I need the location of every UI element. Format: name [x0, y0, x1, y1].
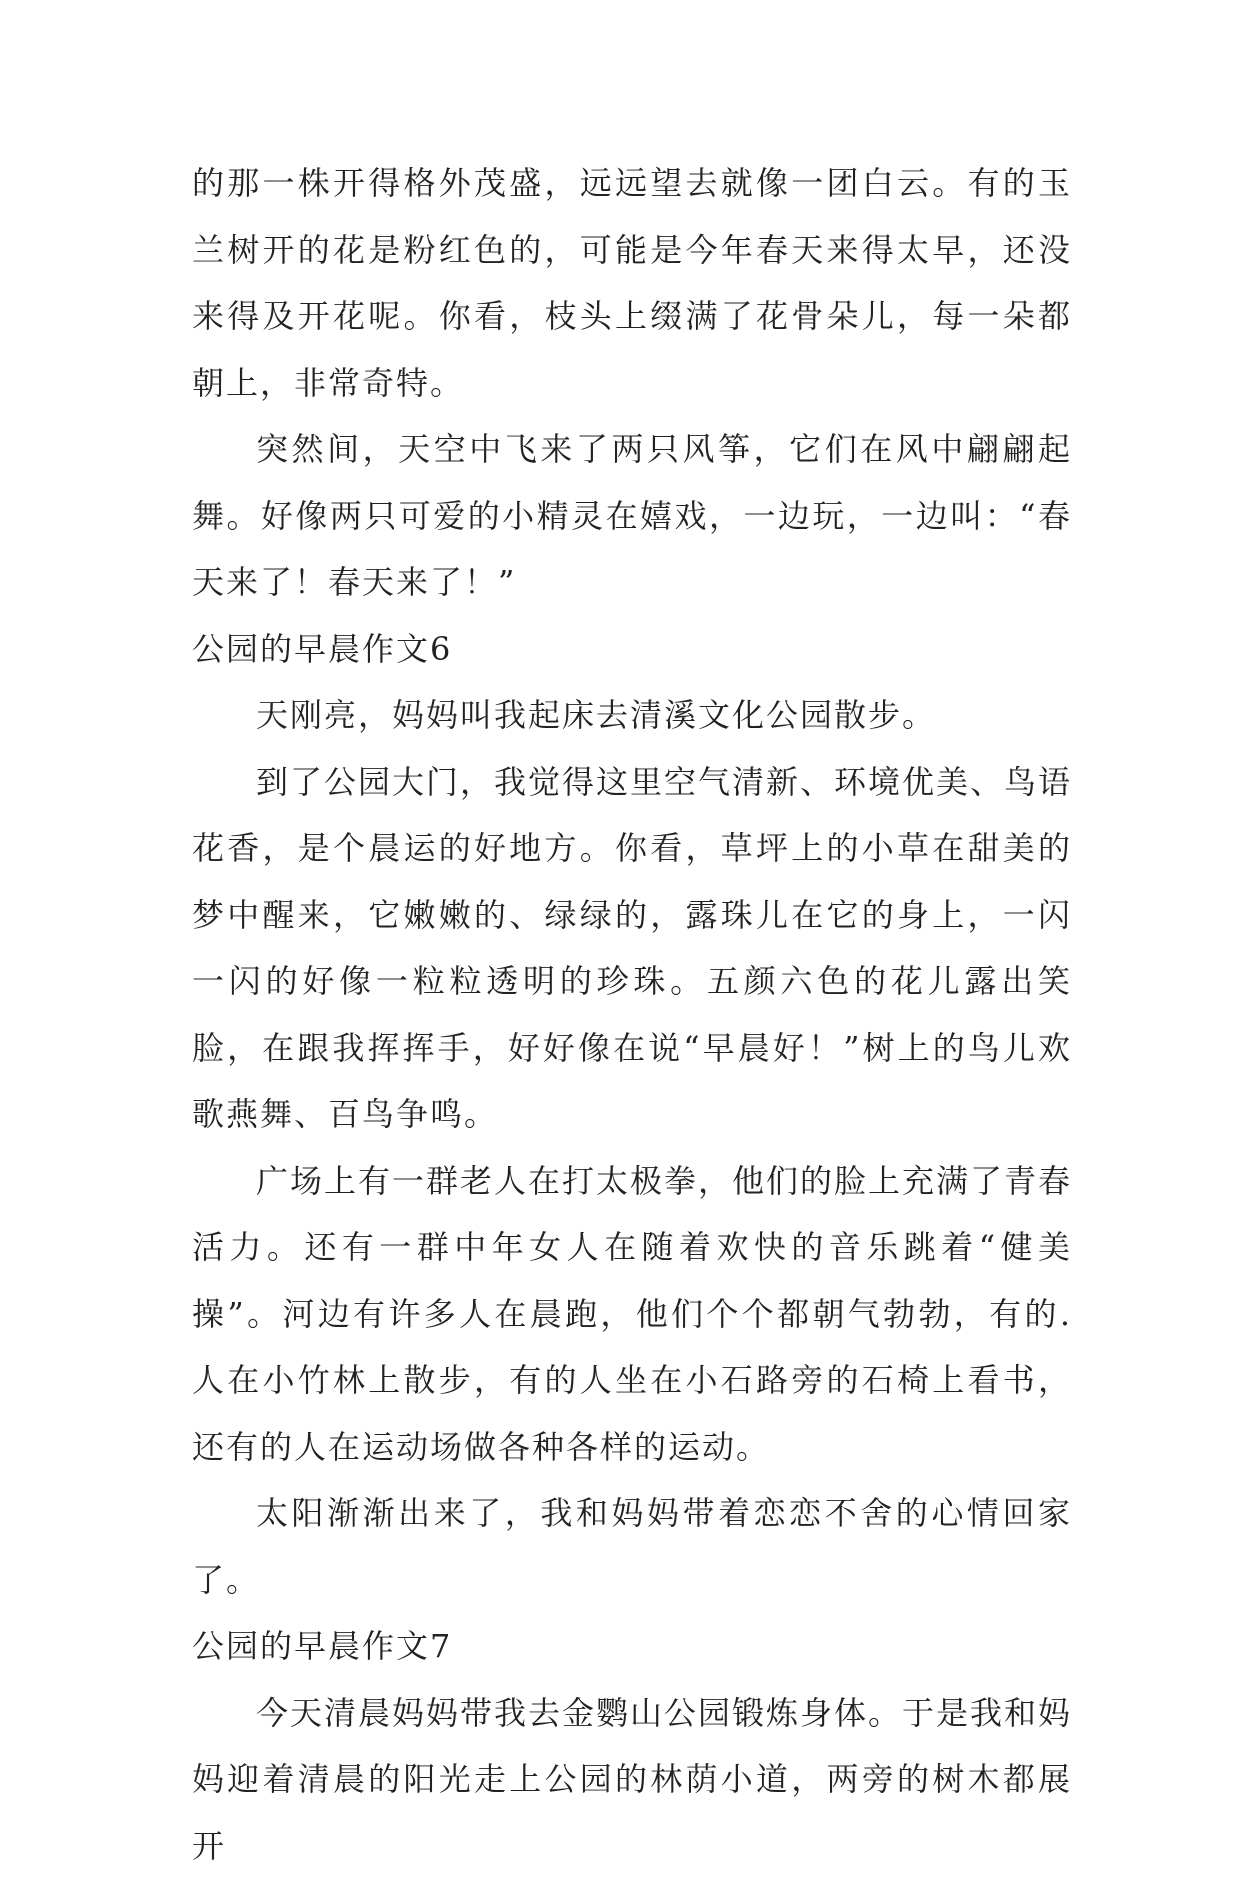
paragraph-dawn: 天刚亮，妈妈叫我起床去清溪文化公园散步。 [192, 682, 1072, 749]
paragraph-magnolia: 的那一株开得格外茂盛，远远望去就像一团白云。有的玉兰树开的花是粉红色的，可能是今年春天来得太早，还没来得及开花呢。你看，枝头上缀满了花骨朵儿，每一朵都朝上，非常奇特。 [192, 150, 1072, 416]
paragraph-going-home: 太阳渐渐出来了，我和妈妈带着恋恋不舍的心情回家了。 [192, 1480, 1072, 1613]
paragraph-park-gate: 到了公园大门，我觉得这里空气清新、环境优美、鸟语花香，是个晨运的好地方。你看，草坪上的小草在甜美的梦中醒来，它嫩嫩的、绿绿的，露珠儿在它的身上，一闪一闪的好像一粒粒透明的珍珠。五颜六色的花儿露出笑脸，在跟我挥挥手，好好像在说“早晨好！”树上的鸟儿欢歌燕舞、百鸟争鸣。 [192, 749, 1072, 1148]
essay-6-title: 公园的早晨作文6 [192, 616, 1072, 683]
paragraph-kites: 突然间，天空中飞来了两只风筝，它们在风中翩翩起舞。好像两只可爱的小精灵在嬉戏，一边玩，一边叫：“春天来了！春天来了！” [192, 416, 1072, 616]
document-page [192, 150, 1072, 1879]
paragraph-jinying-park: 今天清晨妈妈带我去金鹦山公园锻炼身体。于是我和妈妈迎着清晨的阳光走上公园的林荫小道，两旁的树木都展开 [192, 1680, 1072, 1879]
essay-7-title: 公园的早晨作文7 [192, 1613, 1072, 1680]
paragraph-square: 广场上有一群老人在打太极拳，他们的脸上充满了青春活力。还有一群中年女人在随着欢快的音乐跳着“健美操”。河边有许多人在晨跑，他们个个都朝气勃勃，有的.人在小竹林上散步，有的人坐在小石路旁的石椅上看书，还有的人在运动场做各种各样的运动。 [192, 1148, 1072, 1481]
